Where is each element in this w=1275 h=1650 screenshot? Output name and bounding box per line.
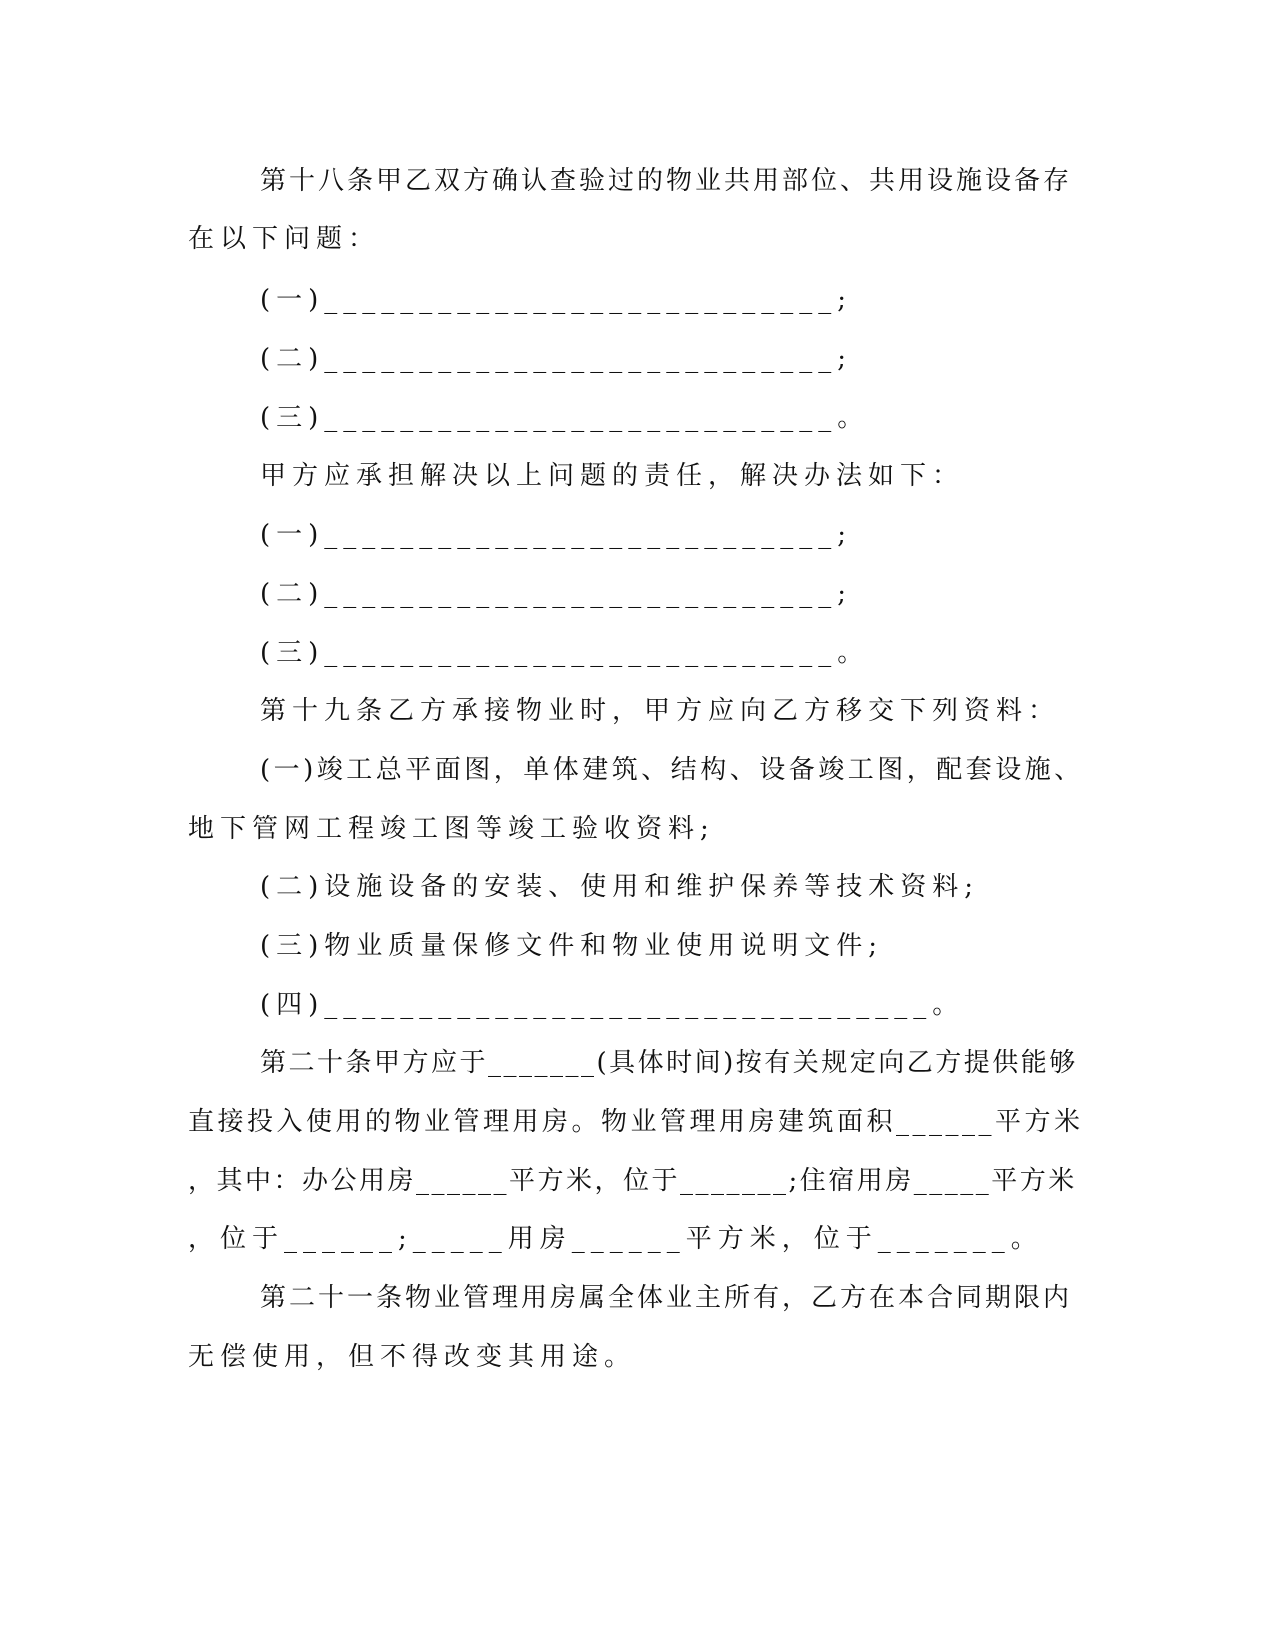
- article-21-line-2: 无偿使用，但不得改变其用途。: [188, 1342, 637, 1372]
- article-18-line-1: 第十八条甲乙双方确认查验过的物业共用部位、共用设施设备存: [260, 166, 1073, 196]
- materials-item-2: (二)设施设备的安装、使用和维护保养等技术资料;: [260, 872, 980, 902]
- problem-item-1: (一)___________________________;: [260, 285, 853, 315]
- solution-item-3: (三)___________________________。: [260, 638, 870, 668]
- article-20-line-1: 第二十条甲方应于_______(具体时间)按有关规定向乙方提供能够: [260, 1048, 1078, 1078]
- materials-item-1-line-2: 地下管网工程竣工图等竣工验收资料;: [188, 814, 715, 844]
- article-20-line-2: 直接投入使用的物业管理用房。物业管理用房建筑面积______平方米: [188, 1107, 1084, 1137]
- article-20-line-3: ，其中：办公用房______平方米，位于_______;住宿用房_____平方米: [188, 1166, 1077, 1196]
- solution-intro: 甲方应承担解决以上问题的责任，解决办法如下：: [260, 461, 965, 491]
- article-18-line-2: 在以下问题：: [188, 224, 381, 254]
- solution-item-2: (二)___________________________;: [260, 579, 853, 609]
- solution-item-1: (一)___________________________;: [260, 520, 853, 550]
- problem-item-2: (二)___________________________;: [260, 344, 853, 374]
- materials-item-4: (四)________________________________。: [260, 990, 965, 1020]
- problem-item-3: (三)___________________________。: [260, 403, 870, 433]
- materials-item-3: (三)物业质量保修文件和物业使用说明文件;: [260, 931, 884, 961]
- article-21-line-1: 第二十一条物业管理用房属全体业主所有，乙方在本合同期限内: [260, 1283, 1073, 1313]
- materials-item-1-line-1: (一)竣工总平面图，单体建筑、结构、设备竣工图，配套设施、: [260, 755, 1084, 785]
- article-20-line-4: ，位于______;_____用房______平方米，位于_______。: [188, 1224, 1043, 1254]
- article-19-line-1: 第十九条乙方承接物业时，甲方应向乙方移交下列资料：: [260, 696, 1061, 726]
